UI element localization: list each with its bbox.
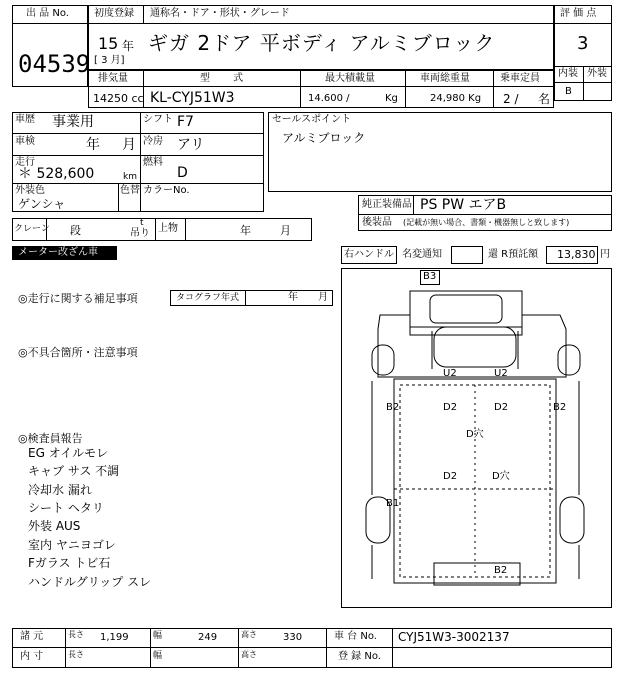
chassis-label: 車 台 No. bbox=[334, 631, 377, 642]
color-no-label: 色替 bbox=[120, 185, 140, 196]
name-change-box bbox=[451, 246, 483, 264]
model-desc-label: 通称名・ドア・形状・グレード bbox=[150, 8, 290, 19]
body-year: 年 bbox=[240, 224, 251, 237]
gvw-value: 24,980 Kg bbox=[430, 93, 482, 104]
crane-label: クレーン bbox=[14, 224, 50, 234]
damage-mark: D穴 bbox=[492, 471, 510, 482]
vehicle-title: ギガ 2ドア 平ボディ アルミブロック bbox=[148, 31, 496, 55]
equipment-label: 純正装備品 bbox=[362, 199, 412, 210]
shift-value: F7 bbox=[177, 114, 194, 130]
reg-no-label: 登 録 No. bbox=[338, 651, 381, 662]
sales-point-text: アルミブロック bbox=[282, 131, 366, 145]
gvw-label: 車両総重量 bbox=[420, 73, 470, 84]
mileage-value: ＊ 528,600 bbox=[18, 166, 95, 182]
damage-mark: B2 bbox=[553, 402, 567, 413]
inspector-item: キャブ サス 不調 bbox=[28, 464, 120, 478]
capacity-unit: Kg bbox=[385, 93, 398, 104]
retrofit-label: 後装品 bbox=[362, 217, 392, 228]
fuel-label: 燃料 bbox=[143, 157, 163, 168]
retrofit-note: (記載が無い場合、書類・機器無しと致します) bbox=[403, 218, 570, 227]
inspection-year: 年 bbox=[86, 137, 100, 153]
damage-mark: B2 bbox=[386, 402, 400, 413]
inspector-item: 外装 AUS bbox=[28, 519, 81, 533]
length-label: 長さ bbox=[68, 630, 84, 639]
equipment-value: PS PW エアB bbox=[420, 197, 507, 213]
damage-mark: D2 bbox=[443, 471, 458, 482]
inspector-item: 室内 ヤニヨゴレ bbox=[28, 538, 116, 552]
crane-steps: 段 bbox=[70, 224, 81, 237]
chassis-value: CYJ51W3-3002137 bbox=[398, 630, 510, 644]
damage-mark: D穴 bbox=[466, 429, 484, 440]
grade-value: 3 bbox=[577, 33, 589, 54]
seats-label: 乗車定員 bbox=[500, 73, 540, 84]
ext-color-value: ゲンシャ bbox=[18, 197, 66, 211]
inspector-item: EG オイルモレ bbox=[28, 446, 109, 460]
height-label: 高さ bbox=[241, 630, 257, 639]
tacho-month: 月 bbox=[318, 292, 328, 303]
rhd-label: 右ハンドル bbox=[344, 249, 394, 260]
body-month: 月 bbox=[280, 224, 291, 237]
inner-height-label: 高さ bbox=[241, 650, 257, 659]
inspector-item: Fガラス トビ石 bbox=[28, 556, 111, 570]
damage-mark: B1 bbox=[386, 498, 400, 509]
tacho-year: 年 bbox=[288, 292, 298, 303]
crane-lift-top: t bbox=[140, 218, 144, 228]
sales-point-label: セールスポイント bbox=[272, 114, 352, 125]
reg-year-unit: 年 bbox=[122, 39, 135, 53]
ac-label: 冷房 bbox=[143, 136, 163, 147]
reg-month: [ 3 月] bbox=[94, 55, 125, 66]
body-label: 上物 bbox=[158, 223, 178, 234]
damage-mark: D2 bbox=[443, 402, 458, 413]
damage-mark: D2 bbox=[494, 402, 509, 413]
ext-color-label: 外装色 bbox=[15, 185, 45, 196]
lot-label: 出 品 No. bbox=[26, 8, 69, 19]
damage-mark: B3 bbox=[423, 271, 437, 282]
tax-unit: 円 bbox=[600, 249, 610, 260]
inspector-item: 冷却水 漏れ bbox=[28, 483, 92, 497]
grade-label: 評 価 点 bbox=[560, 8, 597, 19]
damage-mark: B2 bbox=[494, 565, 508, 576]
tax-label: 還 R預託額 bbox=[488, 249, 539, 260]
history-label: 車歴 bbox=[15, 114, 35, 125]
lot-number: 04539 bbox=[18, 50, 91, 78]
width-value: 249 bbox=[198, 632, 218, 643]
damage-mark: U2 bbox=[494, 368, 508, 379]
odometer-tampered-tag: メーター改ざん車 bbox=[12, 246, 117, 260]
inspector-label: ◎検査員報告 bbox=[18, 432, 83, 445]
crane-lift: 吊り bbox=[130, 228, 150, 239]
seats-unit: 名 bbox=[538, 92, 551, 106]
supplement-label: ◎走行に関する補足事項 bbox=[18, 292, 138, 305]
height-value: 330 bbox=[283, 632, 303, 643]
inner-label: 内 寸 bbox=[20, 651, 44, 662]
damage-mark: U2 bbox=[443, 368, 457, 379]
capacity-value: 14.600 / bbox=[308, 93, 350, 104]
displacement-value: 14250 cc bbox=[93, 92, 144, 105]
reg-year: 15 bbox=[98, 34, 119, 53]
inspection-month: 月 bbox=[122, 137, 136, 153]
mileage-label: 走行 bbox=[15, 157, 35, 168]
tax-value: 13,830 bbox=[557, 248, 596, 261]
model-value: KL-CYJ51W3 bbox=[150, 90, 235, 106]
name-change-label: 名変通知 bbox=[402, 249, 442, 260]
width-label: 幅 bbox=[153, 631, 163, 641]
ac-value: アリ bbox=[177, 137, 205, 153]
seats-value: 2 / bbox=[503, 92, 519, 106]
model-label: 型 式 bbox=[200, 73, 254, 84]
color-code-label: カラーNo. bbox=[143, 185, 190, 196]
tacho-label: タコグラフ年式 bbox=[176, 293, 240, 303]
fuel-value: D bbox=[177, 165, 188, 181]
inspector-item: シート ヘタリ bbox=[28, 501, 104, 515]
spec-label: 諸 元 bbox=[20, 631, 44, 642]
inner-width-label: 幅 bbox=[153, 651, 163, 661]
interior-label: 内装 bbox=[558, 68, 578, 79]
inspection-label: 車検 bbox=[15, 136, 35, 147]
interior-grade: B bbox=[565, 86, 572, 97]
defects-label: ◎不具合箇所・注意事項 bbox=[18, 346, 138, 359]
mileage-unit: km bbox=[123, 172, 137, 182]
exterior-label: 外装 bbox=[587, 68, 607, 79]
history-value: 事業用 bbox=[52, 114, 94, 130]
displacement-label: 排気量 bbox=[98, 73, 128, 84]
inner-length-label: 長さ bbox=[68, 650, 84, 659]
capacity-label: 最大積載量 bbox=[325, 73, 375, 84]
length-value: 1,199 bbox=[100, 632, 129, 643]
inspector-item: ハンドルグリップ スレ bbox=[28, 575, 152, 589]
first-reg-label: 初度登録 bbox=[94, 8, 134, 19]
shift-label: シフト bbox=[143, 114, 173, 125]
